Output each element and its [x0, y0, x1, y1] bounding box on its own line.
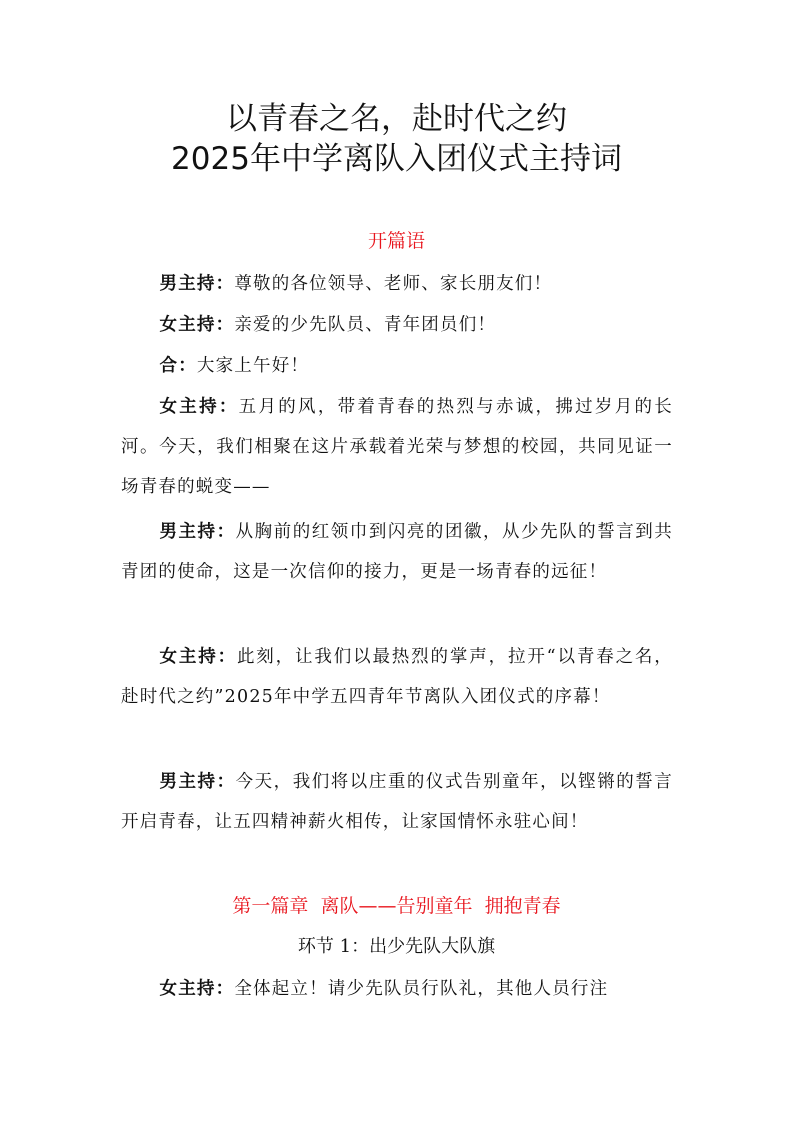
paragraph-chapter-one-1 [121, 969, 673, 1009]
paragraph-opening-1 [121, 264, 673, 304]
paragraph-opening-7 [121, 762, 673, 842]
paragraph-text: 五月的风，带着青春的热烈与赤诚，拂过岁月的长河。今天，我们相聚在这片承载着光荣与梦想的校园，共同见证一场青春的蜕变—— [121, 397, 673, 497]
speaker-label: 女主持： [159, 647, 237, 667]
speaker-label: 男主持： [159, 522, 236, 542]
speaker-label: 男主持： [159, 772, 236, 792]
paragraph-text: 大家上午好！ [196, 356, 310, 376]
paragraph-text: 全体起立！请少先队员行队礼，其他人员行注 [234, 979, 609, 999]
paragraph-opening-5 [121, 512, 673, 592]
speaker-label: 女主持： [159, 979, 235, 999]
chapter-heading-text: 第一篇章 离队——告别童年 拥抱青春 [232, 895, 561, 917]
paragraph-text: 尊敬的各位领导、老师、家长朋友们！ [234, 274, 553, 294]
paragraph-text: 今天，我们将以庄重的仪式告别童年，以铿锵的誓言开启青春，让五四精神薪火相传，让家国情怀永驻心间！ [121, 772, 673, 832]
section-heading-opening: 开篇语 [367, 230, 425, 252]
speaker-label: 女主持： [159, 397, 239, 417]
chapter-heading-one [0, 897, 793, 916]
paragraph-opening-2 [121, 305, 673, 345]
document-title-line-1: 以青春之名，赴时代之约 [226, 101, 567, 137]
paragraph-text: 亲爱的少先队员、青年团员们！ [234, 315, 497, 335]
paragraph-opening-3 [121, 346, 673, 386]
paragraph-text: 此刻，让我们以最热烈的掌声，拉开“以青春之名，赴时代之约”2025年中学五四青年节离队入团仪式的序幕！ [121, 647, 673, 707]
sub-heading-step-1: 环节 1：出少先队大队旗 [297, 936, 496, 957]
speaker-label: 合： [159, 356, 197, 376]
paragraph-opening-4 [121, 387, 673, 507]
paragraph-text: 从胸前的红领巾到闪亮的团徽，从少先队的誓言到共青团的使命，这是一次信仰的接力，更是一场青春的远征！ [121, 522, 673, 582]
document-title-line-2: 2025年中学离队入团仪式主持词 [171, 141, 622, 177]
speaker-label: 女主持： [159, 315, 235, 335]
paragraph-opening-6 [121, 637, 673, 717]
speaker-label: 男主持： [159, 274, 235, 294]
